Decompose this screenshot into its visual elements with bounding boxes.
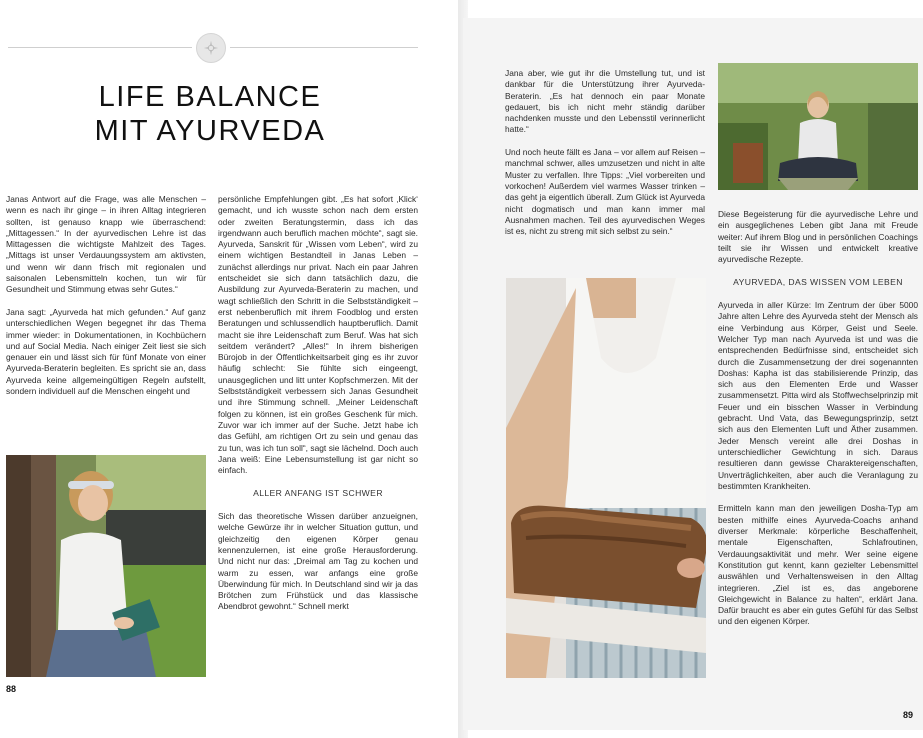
paragraph: Jana aber, wie gut ihr die Umstellung tut, und ist dankbar für die Unterstützung ihrer Ayurveda-Beraterin. „Es hat dennoch ein paar Monate gedauert, bis ich nicht mehr ständig darüber nachdenken musste und den Lebensstil verinnerlicht hatte.“	[505, 68, 705, 135]
left-column-1	[6, 194, 206, 397]
left-column-2	[218, 194, 418, 613]
photo-woman-holding-bread	[506, 278, 706, 678]
photo-woman-meditating	[718, 63, 918, 190]
right-page	[463, 18, 923, 730]
header-rule-right	[230, 47, 418, 48]
title-line-1: LIFE BALANCE	[98, 81, 322, 113]
photo-woman-reading	[6, 455, 206, 677]
paragraph: Ayurveda in aller Kürze: Im Zentrum der über 5000 Jahre alten Lehre des Ayurveda steht der Mensch als eine Verbindung aus Körper, Geist und Seele. Welcher Typ man nach Ayurveda ist und was die entsprechenden Bedürfnisse sind, entscheidet sich durch die Zusammensetzung der drei sogenannten Doshas: Kapha ist das stabilisierende Prinzip, das sich aus den Elementen Erde und Wasser zusammensetzt. Pitta wird als Stoffwechselprinzip mit Feuer und ein bisschen Wasser in Verbindung gebracht. Und Vata, das Bewegungsprinzip, setzt sich aus den Elementen Luft und Äther zusammen. Jeder Mensch vereint alle drei Doshas in unterschiedlicher Gewichtung in sich. Daraus resultieren dann gewisse Charaktereigenschaften, Unverträglichkeiten, aber auch die Veranlagung zu bestimmten Krankheiten.	[718, 300, 918, 491]
paragraph: Und noch heute fällt es Jana – vor allem auf Reisen – manchmal schwer, alles umzusetzen und nicht in alte Muster zu verfallen. Ihre Tipps: „Viel vorbereiten und vorkochen! Außerdem viel warmes Wasser trinken – das geht ja eigentlich überall. Zum Glück ist Ayurveda nicht dogmatisch und man kann immer mal Ausnahmen machen. Teil des ayurvedischen Weges ist es, nicht zu streng mit sich selbst zu sein.“	[505, 147, 705, 237]
paragraph: Jana sagt: „Ayurveda hat mich gefunden.“ Auf ganz unterschiedlichen Wegen begegnet ihr das Thema immer wieder: in Dokumentationen, in Kochbüchern und auf Social Media. Nach einiger Zeit liest sie sich genauer ein und lässt sich für fünf Monate von einer Ayurveda-Beraterin begleiten. Es spricht sie an, dass Ayurveda keine allgemeingültigen Regeln aufstellt, sondern individuell auf die Menschen eingeht und	[6, 306, 206, 397]
paragraph: Ermitteln kann man den jeweiligen Dosha-Typ am besten mithilfe eines Ayurveda-Coachs anhand diverser Merkmale: körperliche Beschaffenheit, mentale Eigenschaften, Schlafroutinen, Verdauungsaktivität und mehr. Wer seine eigene Konstitution gut kennt, kann gezielter Lebensmittel auswählen und Verhaltensweisen in den Alltag integrieren. „Ziel ist es, das angeborene Gleichgewicht in Balance zu halten“, erklärt Jana. Dafür braucht es aber ein gutes Gefühl für das Selbst und den eigenen Körper.	[718, 503, 918, 627]
paragraph: persönliche Empfehlungen gibt. „Es hat sofort ‚Klick‘ gemacht, und ich wusste schon nach dem ersten oder zweiten Beratungstermin, dass ich das irgendwann auch beruflich machen möchte“, sagt sie. Ayurveda, Sanskrit für „Wissen vom Leben“, wird zu einem wichtigen Bestandteil in Janas Leben – zunächst allerdings nur privat. Nach ein paar Jahren entscheidet sie sich dann tatsächlich dazu, die Ausbildung zur Ayurveda-Beraterin zu machen, und wagt schließlich den Schritt in die Selbstständigkeit – erst nebenberuflich mit ihrem Foodblog und ersten Beratungen und schlussendlich hauptberuflich. Damit macht sie ihre Leidenschaft zum Beruf. Was hat sich seitdem verändert? „Alles!“ In ihrem bisherigen Bürojob in der Öffentlichkeitsarbeit ging es ihr zuvor häufig schlecht: Sie fühlte sich eingeengt, unausgeglichen und litt unter Kopfschmerzen. Mit der Selbstständigkeit verbessern sich Janas Gesundheit und ihre Stimmung schnell. „Meiner Leidenschaft folgen zu können, ist ein großes Geschenk für mich. Zuvor war ich immer auf der Suche. Jetzt habe ich das Gefühl, am richtigen Ort zu sein und genau das zu tun, was ich tun soll“, sagt sie lächelnd. Doch auch Jana weiß: Eine Lebensumstellung ist gar nicht so einfach.	[218, 194, 418, 476]
paragraph: Diese Begeisterung für die ayurvedische Lehre und ein ausgeglichenes Leben gibt Jana mit Freude weiter: Auf ihrem Blog und in persönlichen Coachings teilt sie ihr Wissen und entwickelt kreative ayurvedische Rezepte.	[718, 209, 918, 265]
subheading: ALLER ANFANG IST SCHWER	[253, 487, 383, 498]
right-column-2	[718, 209, 918, 628]
right-column-1	[505, 68, 705, 237]
page-number-left: 88	[6, 684, 17, 694]
paragraph: Janas Antwort auf die Frage, was alle Menschen – wenn es nach ihr ginge – in ihren Alltag integrieren sollten, ist genauso knapp wie überraschend: „Mittagessen.“ In der ayurvedischen Lehre ist das Mittagessen die wichtigste Mahlzeit des Tages. „Mittags ist unser Verdauungssystem am aktivsten, und wenn wir dann frisch mit regionalen und saisonalen Lebensmitteln kochen, tun wir für Gesundheit und Stimmung etwas sehr Gutes.“	[6, 194, 206, 295]
left-page	[0, 0, 458, 738]
page-number-right: 89	[903, 710, 914, 720]
header-rule-left	[8, 47, 192, 48]
title-line-2: MIT AYURVEDA	[94, 115, 326, 147]
subheading: AYURVEDA, DAS WISSEN VOM LEBEN	[733, 276, 903, 287]
ornament-icon	[196, 33, 226, 63]
paragraph: Sich das theoretische Wissen darüber anzueignen, welche Gewürze ihr in welcher Situation guttun, und gleichzeitig den eigenen Körper genau kennenzulernen, ist eine große Herausforderung. Und nicht nur das: „Dreimal am Tag zu kochen und warm zu essen, war anfangs eine große Überwindung für mich. In Deutschland sind wir ja das Brötchen zum Frühstück und das klassische Abendbrot gewohnt.“ Schnell merkt	[218, 511, 418, 612]
